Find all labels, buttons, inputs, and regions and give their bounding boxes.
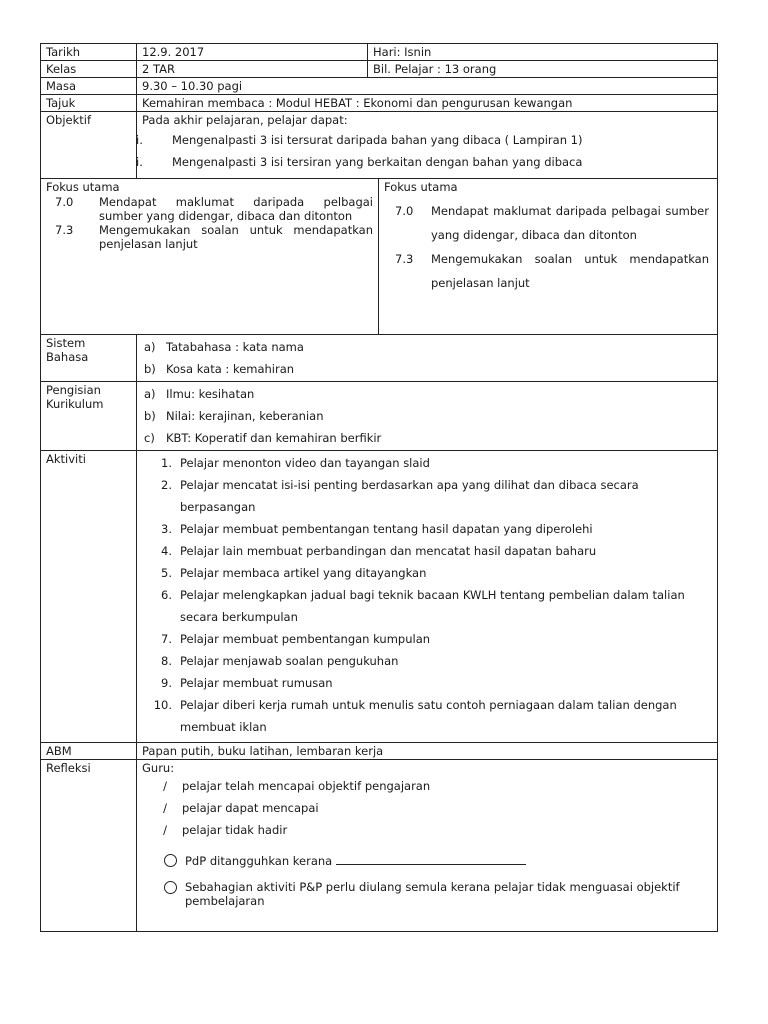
aktiviti-num: 4.: [161, 544, 172, 558]
row-tarikh: [41, 44, 718, 61]
fokus-left: [41, 179, 379, 335]
fokus-left-item-text: Mengemukakan soalan untuk mendapatkan penjelasan lanjut: [99, 223, 373, 251]
masa-value: 9.30 – 10.30 pagi: [137, 78, 718, 95]
aktiviti-list: [142, 452, 712, 738]
check-mark: /: [163, 823, 167, 837]
check-mark: /: [163, 779, 167, 793]
refleksi-content: [137, 760, 718, 932]
objektif-item-num: i.: [136, 133, 143, 147]
lesson-plan-table: [40, 43, 718, 932]
aktiviti-num: 1.: [161, 456, 172, 470]
row-kelas: [41, 61, 718, 78]
row-tajuk: [41, 95, 718, 112]
tarikh-value: 12.9. 2017: [137, 44, 368, 61]
row-aktiviti: [41, 451, 718, 743]
aktiviti-item: [142, 562, 712, 584]
objektif-item: [136, 151, 712, 173]
aktiviti-num: 6.: [161, 588, 172, 602]
refleksi-check: [142, 797, 712, 819]
kelas-value: 2 TAR: [137, 61, 368, 78]
radio-circle-icon[interactable]: [164, 854, 177, 867]
aktiviti-item: [142, 540, 712, 562]
hari-value: Hari: Isnin: [368, 44, 718, 61]
objektif-item-text: Mengenalpasti 3 isi tersurat daripada bahan yang dibaca ( Lampiran 1): [172, 133, 583, 147]
fokus-left-item: [41, 195, 378, 223]
aktiviti-num: 5.: [161, 566, 172, 580]
fokus-right: [379, 179, 718, 335]
aktiviti-text: Pelajar melengkapkan jadual bagi teknik bacaan KWLH tentang pembelian dalam talian secara berkumpulan: [180, 588, 685, 624]
objektif-item-text: Mengenalpasti 3 isi tersiran yang berkaitan dengan bahan yang dibaca: [172, 155, 583, 169]
row-refleksi: [41, 760, 718, 932]
aktiviti-item: [142, 584, 712, 628]
item-letter: c): [144, 431, 155, 445]
check-text: pelajar dapat mencapai: [182, 801, 319, 815]
item-letter: a): [144, 340, 156, 354]
pengisian-list: [142, 383, 712, 449]
pengisian-item: [142, 427, 712, 449]
objektif-item: [136, 129, 712, 151]
fokus-right-item: [379, 247, 717, 295]
sistem-bahasa-list: [142, 336, 712, 380]
aktiviti-text: Pelajar diberi kerja rumah untuk menulis satu contoh perniagaan dalam talian dengan membuat iklan: [180, 698, 677, 734]
tajuk-label: Tajuk: [41, 95, 137, 112]
objektif-intro: Pada akhir pelajaran, pelajar dapat:: [142, 113, 348, 127]
lesson-plan-sheet: [40, 43, 717, 932]
fokus-left-item: [41, 223, 378, 251]
item-letter: b): [144, 409, 156, 423]
aktiviti-item: [142, 694, 712, 738]
blank-line[interactable]: [336, 853, 526, 865]
fokus-left-item-num: 7.3: [55, 223, 74, 237]
aktiviti-content: [137, 451, 718, 743]
refleksi-option-2[interactable]: [164, 880, 712, 908]
aktiviti-text: Pelajar membuat rumusan: [180, 676, 333, 690]
pengisian-label: Pengisian Kurikulum: [41, 382, 137, 451]
item-letter: b): [144, 362, 156, 376]
row-abm: [41, 743, 718, 760]
check-text: pelajar telah mencapai objektif pengajaran: [182, 779, 431, 793]
masa-label: Masa: [41, 78, 137, 95]
aktiviti-item: [142, 628, 712, 650]
fokus-right-item-num: 7.0: [395, 204, 414, 218]
aktiviti-item: [142, 452, 712, 474]
sistem-bahasa-item: [142, 358, 712, 380]
option-2-text: Sebahagian aktiviti P&P perlu diulang semula kerana pelajar tidak menguasai objektif pembelajaran: [185, 880, 680, 908]
refleksi-label: Refleksi: [41, 760, 137, 932]
item-text: Kosa kata : kemahiran: [166, 362, 295, 376]
refleksi-guru: Guru:: [142, 761, 175, 775]
item-text: Tatabahasa : kata nama: [166, 340, 304, 354]
tajuk-value: Kemahiran membaca : Modul HEBAT : Ekonomi dan pengurusan kewangan: [137, 95, 718, 112]
sistem-bahasa-item: [142, 336, 712, 358]
aktiviti-num: 9.: [161, 676, 172, 690]
kelas-label: Kelas: [41, 61, 137, 78]
radio-circle-icon[interactable]: [164, 881, 177, 894]
aktiviti-label: Aktiviti: [41, 451, 137, 743]
abm-value: Papan putih, buku latihan, lembaran kerja: [137, 743, 718, 760]
aktiviti-text: Pelajar membuat pembentangan kumpulan: [180, 632, 431, 646]
aktiviti-num: 7.: [161, 632, 172, 646]
objektif-list: [136, 129, 712, 173]
fokus-right-item: [379, 199, 717, 247]
bil-pelajar-value: Bil. Pelajar : 13 orang: [368, 61, 718, 78]
objektif-content: [137, 112, 718, 179]
aktiviti-item: [142, 474, 712, 518]
fokus-left-title: Fokus utama: [46, 180, 120, 194]
aktiviti-num: 10.: [153, 698, 172, 712]
row-fokus: [41, 179, 718, 335]
abm-label: ABM: [41, 743, 137, 760]
aktiviti-item: [142, 672, 712, 694]
fokus-right-item-num: 7.3: [395, 252, 414, 266]
item-text: Nilai: kerajinan, keberanian: [166, 409, 324, 423]
row-sistem-bahasa: [41, 335, 718, 382]
aktiviti-item: [142, 650, 712, 672]
pengisian-content: [137, 382, 718, 451]
refleksi-option-1[interactable]: [164, 853, 712, 868]
aktiviti-num: 2.: [161, 478, 172, 492]
fokus-left-item-num: 7.0: [55, 195, 74, 209]
row-pengisian: [41, 382, 718, 451]
tarikh-label: Tarikh: [41, 44, 137, 61]
check-text: pelajar tidak hadir: [182, 823, 288, 837]
aktiviti-text: Pelajar mencatat isi-isi penting berdasarkan apa yang dilihat dan dibaca secara berpasangan: [180, 478, 639, 514]
fokus-right-item-text: Mendapat maklumat daripada pelbagai sumber yang didengar, dibaca dan ditonton: [431, 204, 709, 242]
check-mark: /: [163, 801, 167, 815]
option-1-text: PdP ditangguhkan kerana: [185, 854, 333, 868]
item-text: Ilmu: kesihatan: [166, 387, 255, 401]
row-objektif: [41, 112, 718, 179]
fokus-right-item-text: Mengemukakan soalan untuk mendapatkan penjelasan lanjut: [431, 252, 709, 290]
aktiviti-text: Pelajar lain membuat perbandingan dan mencatat hasil dapatan baharu: [180, 544, 597, 558]
aktiviti-text: Pelajar membuat pembentangan tentang hasil dapatan yang diperolehi: [180, 522, 593, 536]
item-text: KBT: Koperatif dan kemahiran berfikir: [166, 431, 382, 445]
fokus-right-title: Fokus utama: [384, 180, 458, 194]
row-masa: [41, 78, 718, 95]
objektif-item-num: i.: [136, 155, 143, 169]
item-letter: a): [144, 387, 156, 401]
aktiviti-text: Pelajar menonton video dan tayangan slaid: [180, 456, 430, 470]
sistem-bahasa-content: [137, 335, 718, 382]
aktiviti-text: Pelajar menjawab soalan pengukuhan: [180, 654, 399, 668]
aktiviti-text: Pelajar membaca artikel yang ditayangkan: [180, 566, 427, 580]
refleksi-check: [142, 775, 712, 797]
sistem-bahasa-label: Sistem Bahasa: [41, 335, 137, 382]
aktiviti-num: 8.: [161, 654, 172, 668]
pengisian-item: [142, 405, 712, 427]
fokus-left-item-text: Mendapat maklumat daripada pelbagai sumber yang didengar, dibaca dan ditonton: [99, 195, 373, 223]
aktiviti-num: 3.: [161, 522, 172, 536]
refleksi-check: [142, 819, 712, 841]
pengisian-item: [142, 383, 712, 405]
objektif-label: Objektif: [41, 112, 137, 179]
aktiviti-item: [142, 518, 712, 540]
